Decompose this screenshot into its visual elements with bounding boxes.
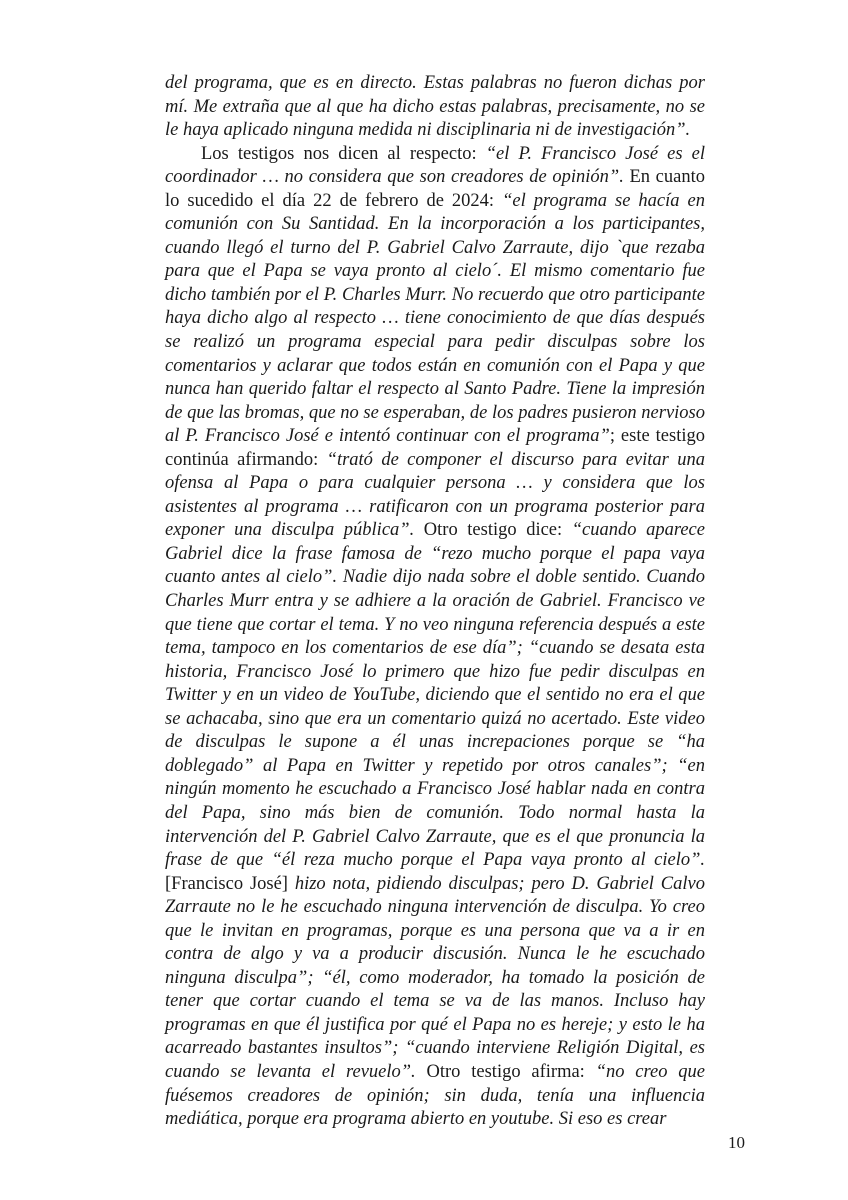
paragraph-2 [165, 143, 705, 1132]
text-run: [Francisco José] [165, 873, 295, 894]
text-run: del programa, que es en directo. Estas palabras no fueron dichas por mí. Me extraña que al que ha dicho estas palabras, precisamente, no se le haya aplicado ninguna medida ni disciplinaria ni de investigación”. [165, 73, 705, 141]
text-run: Los testigos nos dicen al respecto: [201, 143, 486, 164]
text-run: Otro testigo afirma: [415, 1061, 596, 1082]
text-run: hizo nota, pidiendo disculpas; pero D. Gabriel Calvo Zarraute no le he escuchado ninguna intervención de disculpa. Yo creo que le invitan en programas, porque es una persona que va a ir en contra de algo y va a producir discusión. Nunca le he escuchado ninguna disculpa”; “él, como moderador, ha tomado la posición de tener que cortar cuando el tema se va de las manos. Incluso hay programas en que él justifica por qué el Papa no es hereje; y esto le ha acarreado bastantes insultos”; “cuando interviene Religión Digital, es cuando se levanta el revuelo”. [165, 873, 705, 1082]
paragraph-1 [165, 72, 705, 143]
text-run: Otro testigo dice: [414, 520, 572, 541]
text-run: “el programa se hacía en comunión con Su Santidad. En la incorporación a los participantes, cuando llegó el turno del P. Gabriel Calvo Zarraute, dijo `que rezaba para que el Papa se vaya pronto al cielo´. El mismo comentario fue dicho también por el P. Charles Murr. No recuerdo que otro participante haya dicho algo al respecto … tiene conocimiento de que días después se realizó un programa especial para pedir disculpas sobre los comentarios y aclarar que todos están en comunión con el Papa y que nunca han querido faltar el respecto al Santo Padre. Tiene la impresión de que las bromas, que no se esperaban, de los padres pusieron nervioso al P. Francisco José e intentó continuar con el programa” [165, 190, 705, 447]
text-run: “no creo que fuésemos creadores de opinión; sin duda, tenía una influencia mediática, porque era programa abierto en youtube. Si eso es crear [165, 1061, 705, 1130]
text-run: ; este testigo continúa afirmando: [165, 426, 705, 470]
page-number: 10 [728, 1133, 745, 1152]
text-run: “trató de componer el discurso para evitar una ofensa al Papa o para cualquier persona … y considera que los asistentes al programa … ratificaron con un programa posterior para exponer una disculpa pública”. [165, 449, 705, 541]
text-run: “el P. Francisco José es el coordinador … no considera que son creadores de opinión”. [165, 143, 705, 188]
text-run: En cuanto lo sucedido el día 22 de febrero de 2024: [165, 167, 705, 211]
text-run: “cuando aparece Gabriel dice la frase famosa de “rezo mucho porque el papa vaya cuanto antes al cielo”. Nadie dijo nada sobre el doble sentido. Cuando Charles Murr entra y se adhiere a la oración de Gabriel. Francisco ve que tiene que cortar el tema. Y no veo ninguna referencia después a este tema, tampoco en los comentarios de ese día”; “cuando se desata esta historia, Francisco José lo primero que hizo fue pedir disculpas en Twitter y en un video de YouTube, diciendo que el sentido no era el que se achacaba, sino que era un comentario quizá no acertado. Este video de disculpas le supone a él unas increpaciones porque se “ha doblegado” al Papa en Twitter y repetido por otros canales”; “en ningún momento he escuchado a Francisco José hablar nada en contra del Papa, sino más bien de comunión. Todo normal hasta la intervención del P. Gabriel Calvo Zarraute, que es el que pronuncia la frase de que “él reza mucho porque el Papa vaya pronto al cielo”. [165, 520, 705, 871]
body-text [165, 72, 705, 1132]
